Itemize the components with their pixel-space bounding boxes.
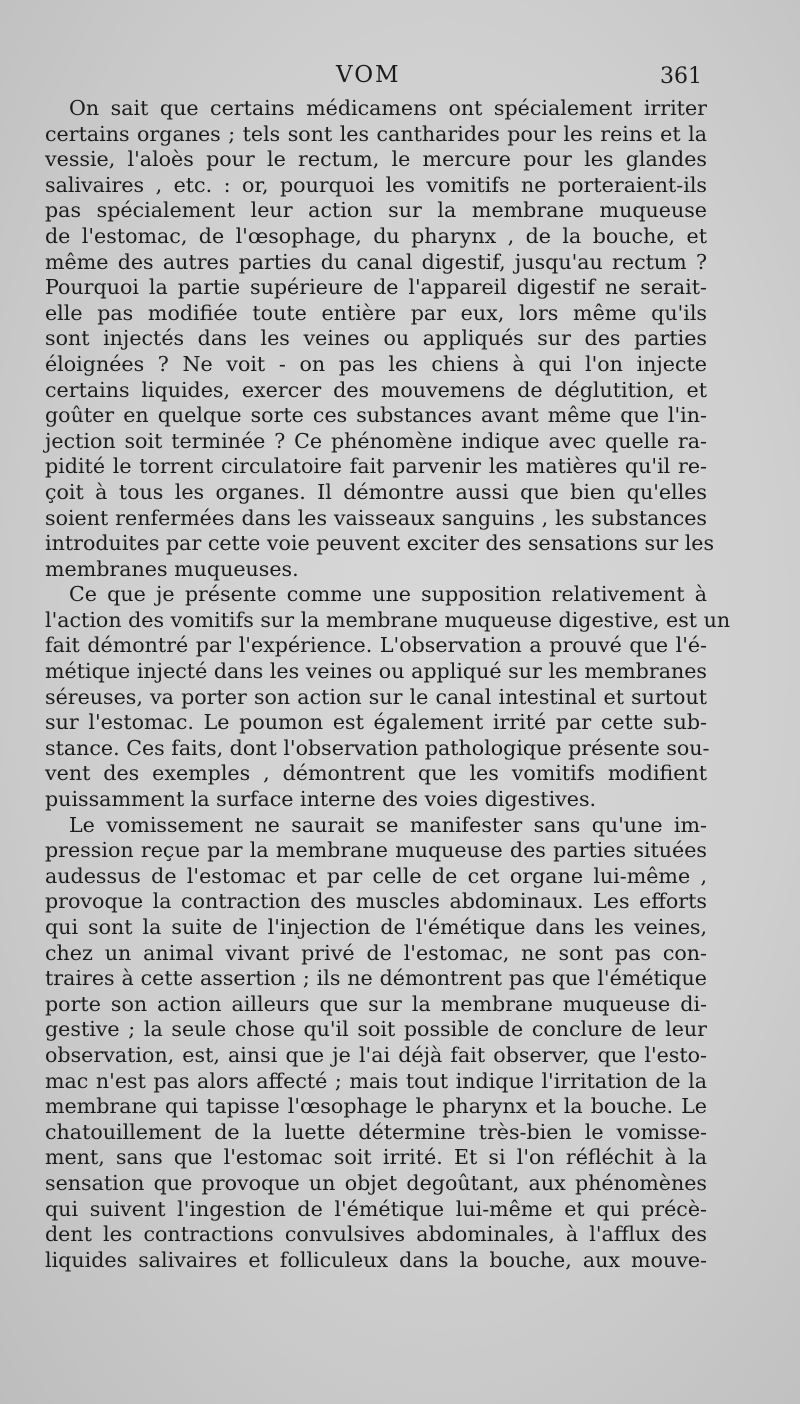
text-line: qui sont la suite de l'injection de l'émétique dans les veines, [45, 915, 707, 939]
text-line: elle pas modifiée toute entière par eux, lors même qu'ils [45, 300, 707, 325]
text-line: chatouillement de la luette détermine très-bien le vomisse- [45, 1119, 707, 1144]
paragraph-1 [45, 96, 715, 582]
text-line: pas spécialement leur action sur la membrane muqueuse [45, 198, 707, 223]
text-line: mac n'est pas alors affecté ; mais tout indique l'irritation de la [45, 1068, 707, 1093]
text-line: On sait que certains médicamens ont spécialement irriter [69, 96, 707, 120]
text-line: puissamment la surface interne des voies digestives. [45, 787, 597, 812]
text-line: vent des exemples , démontrent que les vomitifs modifient [45, 761, 707, 786]
text-line: chez un animal vivant privé de l'estomac, ne sont pas con- [45, 940, 707, 965]
text-line: salivaires , etc. : or, pourquoi les vomitifs ne porteraient-ils [45, 172, 707, 197]
text-line: sur l'estomac. Le poumon est également irrité par cette sub- [45, 710, 707, 735]
paragraph-2 [45, 582, 731, 812]
text-line: certains liquides, exercer des mouvemens de déglutition, et [45, 377, 707, 402]
text-line: goûter en quelque sorte ces substances avant même que l'in- [45, 403, 707, 428]
text-line: métique injecté dans les veines ou appliqué sur les membranes [45, 659, 707, 684]
text-line: jection soit terminée ? Ce phénomène indique avec quelle ra- [45, 428, 707, 453]
text-line: traires à cette assertion ; ils ne démontrent pas que l'émétique [45, 966, 707, 991]
text-line: çoit à tous les organes. Il démontre aussi que bien qu'elles [45, 479, 707, 504]
text-line: introduites par cette voie peuvent exciter des sensations sur les [45, 531, 715, 556]
running-head: VOM [336, 62, 401, 88]
paragraph-3 [45, 813, 707, 1274]
text-line: séreuses, va porter son action sur le canal intestinal et surtout [45, 684, 707, 709]
text-line: porte son action ailleurs que sur la membrane muqueuse di- [45, 991, 707, 1016]
text-line: certains organes ; tels sont les cantharides pour les reins et la [45, 121, 707, 146]
text-line: sont injectés dans les veines ou appliqués sur des parties [45, 326, 707, 351]
text-line: audessus de l'estomac et par celle de cet organe lui-même , [45, 863, 707, 888]
text-line: dent les contractions convulsives abdominales, à l'afflux des [45, 1222, 707, 1247]
text-line: Pourquoi la partie supérieure de l'appareil digestif ne serait- [45, 275, 707, 300]
text-line: stance. Ces faits, dont l'observation pathologique présente sou- [45, 735, 710, 760]
text-line: sensation que provoque un objet degoûtant, aux phénomènes [45, 1170, 707, 1195]
text-line: de l'estomac, de l'œsophage, du pharynx , de la bouche, et [45, 223, 707, 248]
text-line: membrane qui tapisse l'œsophage le pharynx et la bouche. Le [45, 1094, 707, 1119]
text-line: l'action des vomitifs sur la membrane muqueuse digestive, est un [45, 607, 731, 632]
text-line: Ce que je présente comme une supposition relativement à [69, 582, 707, 607]
text-line: fait démontré par l'expérience. L'observation a prouvé que l'é- [45, 633, 707, 658]
text-line: provoque la contraction des muscles abdominaux. Les efforts [45, 889, 707, 914]
text-line: qui suivent l'ingestion de l'émétique lui-même et qui précè- [45, 1196, 707, 1221]
text-line: liquides salivaires et folliculeux dans la bouche, aux mouve- [45, 1247, 707, 1272]
text-line: éloignées ? Ne voit - on pas les chiens à qui l'on injecte [45, 351, 707, 376]
text-line: gestive ; la seule chose qu'il soit possible de conclure de leur [45, 1017, 707, 1042]
text-line: observation, est, ainsi que je l'ai déjà fait observer, que l'esto- [45, 1042, 707, 1067]
text-line: Le vomissement ne saurait se manifester sans qu'une im- [69, 812, 707, 837]
text-line: ment, sans que l'estomac soit irrité. Et si l'on réfléchit à la [45, 1145, 707, 1170]
text-line: pidité le torrent circulatoire fait parvenir les matières qu'il re- [45, 454, 707, 479]
text-line: pression reçue par la membrane muqueuse des parties situées [45, 838, 707, 863]
page-header [0, 62, 800, 96]
body-text [45, 96, 731, 1273]
text-line: soient renfermées dans les vaisseaux sanguins , les substances [45, 505, 707, 530]
page-number: 361 [660, 64, 702, 89]
text-line: membranes muqueuses. [45, 556, 299, 581]
text-line: vessie, l'aloès pour le rectum, le mercure pour les glandes [45, 147, 707, 172]
text-line: même des autres parties du canal digestif, jusqu'au rectum ? [45, 249, 707, 274]
